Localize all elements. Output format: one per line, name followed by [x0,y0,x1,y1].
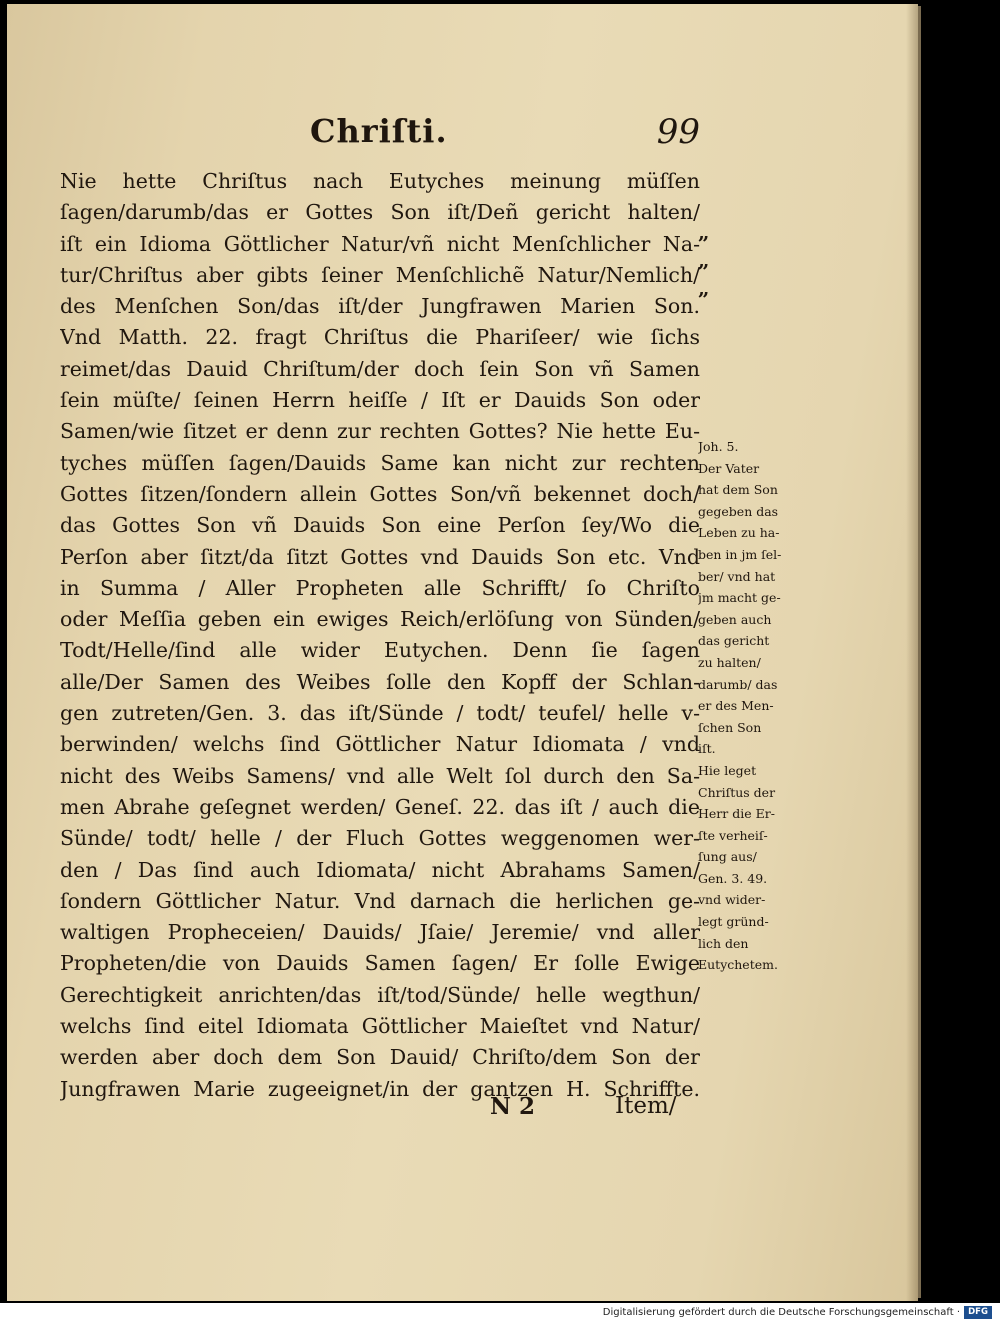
text-line: Gerechtigkeit anrichten/das iſt/tod/Sünde/ helle wegthun/ [60,982,700,1007]
text-line: Gottes ſitzen/ſondern allein Gottes Son/vñ bekennet doch/ [60,481,700,506]
marginal-note-line: ber/ vnd hat [698,568,776,584]
text-line: iſt ein Idioma Göttlicher Natur/vñ nicht Menſchlicher Na- [60,231,700,256]
page-number: 99 [656,112,700,152]
marginal-note-line: lich den [698,935,749,951]
text-line: Todt/Helle/ſind alle wider Eutychen. Denn ſie ſagen [60,638,700,663]
text-line: oder Meſſia geben ein ewiges Reich/erlöſung von Sünden/ [60,607,700,632]
marginal-note-line: Chriſtus der [698,784,776,800]
marginal-note-line: ſchen Son [698,719,762,735]
marginal-note-line: Joh. 5. [698,439,739,454]
page-edge [918,0,1000,1303]
next-page-sliver [918,6,921,1298]
credit-bar [0,1303,1000,1323]
marginal-note-line: Herr die Er- [698,806,775,822]
marginal-note-line: Leben zu ha- [698,525,780,541]
marginal-note-line: das gericht [698,633,770,649]
text-line: ſein müſte/ ſeinen Herrn heiſſe / Iſt er Dauids Son oder [60,388,700,413]
funding-credit: Digitalisierung gefördert durch die Deutsche Forschungsgemeinschaft · [602,1307,960,1318]
marginal-note-line: Der Vater [698,460,760,476]
marginal-note-line: hat dem Son [698,482,778,498]
text-line: Sünde/ todt/ helle / der Fluch Gottes weggenomen wer- [60,826,700,851]
text-line: Perſon aber ſitzt/da ſitzt Gottes vnd Dauids Son etc. Vnd [60,544,700,569]
text-line: Vnd Matth. 22. fragt Chriſtus die Phariſeer/ wie ſichs [60,325,700,350]
text-line: waltigen Propheceien/ Dauids/ Jſaie/ Jeremie/ vnd aller [60,920,700,945]
marginal-notes [698,436,822,976]
text-line: ſondern Göttlicher Natur. Vnd darnach die herlichen ge- [60,888,700,913]
quote-mark: „ [698,248,710,272]
marginal-note-line: gegeben das [698,503,779,519]
marginal-note-line: er des Men- [698,698,774,714]
text-line: welchs ſind eitel Idiomata Göttlicher Maieſtet vnd Natur/ [60,1014,700,1039]
text-line: alle/Der Samen des Weibes ſolle den Kopff der Schlan- [60,669,700,694]
quote-mark: „ [698,220,710,244]
dfg-logo: DFG [964,1306,992,1319]
text-line: Jungfrawen Marie zugeeignet/in der gantzen H. Schriffte. [60,1076,700,1101]
text-line: in Summa / Aller Propheten alle Schrifft/ ſo Chriſto [60,575,700,600]
text-line: des Menſchen Son/das iſt/der Jungfrawen Marien Son. [60,294,700,319]
marginal-note-line: jm macht ge- [698,590,781,606]
marginal-note-line: Hie leget [698,762,757,778]
main-text-block [60,166,700,1105]
text-line: Samen/wie ſitzet er denn zur rechten Gottes? Nie hette Eu- [60,419,700,444]
marginal-note-line: iſt. [698,741,716,757]
text-line: tur/Chriſtus aber gibts ſeiner Menſchlichẽ Natur/Nemlich/ [60,262,700,287]
marginal-note-line: ben in jm ſel- [698,546,782,562]
text-line: das Gottes Son vñ Dauids Son eine Perſon ſey/Wo die [60,513,700,538]
running-title: Chriſti. [310,112,448,150]
text-line: reimet/das Dauid Chriſtum/der doch ſein Son vñ Samen [60,356,700,381]
text-line: werden aber doch dem Son Dauid/ Chriſto/dem Son der [60,1045,700,1070]
marginal-note-line: darumb/ das [698,676,778,692]
text-line: tyches müſſen ſagen/Dauids Same kan nicht zur rechten [60,450,700,475]
text-line: ſagen/darumb/das er Gottes Son iſt/Deñ gericht halten/ [60,200,700,225]
marginal-note-line: ſung aus/ [698,849,757,865]
marginal-note-line: Gen. 3. 49. [698,870,768,886]
marginal-note-line: ſte verheiſ- [698,827,768,843]
marginal-note-line: vnd wider- [698,892,766,908]
text-line: gen zutreten/Gen. 3. das iſt/Sünde / todt/ teufel/ helle v- [60,701,700,726]
marginal-note-line: Eutychetem. [698,957,778,973]
running-head [60,112,700,158]
marginal-note-line: zu halten/ [698,654,761,670]
catchword: Item/ [615,1093,677,1119]
text-line: den / Das ſind auch Idiomata/ nicht Abrahams Samen/ [60,857,700,882]
page-footer [60,1093,700,1133]
quotation-marks-column [698,218,738,302]
text-line: men Abrahe geſegnet werden/ Geneſ. 22. das iſt / auch die [60,794,700,819]
text-line: nicht des Weibs Samens/ vnd alle Welt ſol durch den Sa- [60,763,700,788]
marginal-note-line: geben auch [698,611,772,627]
text-line: Propheten/die von Dauids Samen ſagen/ Er ſolle Ewige [60,951,700,976]
quote-mark: „ [698,276,710,300]
text-line: Nie hette Chriſtus nach Eutyches meinung müſſen [60,169,700,193]
marginal-note-line: legt gründ- [698,914,769,930]
text-line: berwinden/ welchs ſind Göttlicher Natur Idiomata / vnd [60,732,700,757]
signature-mark: N 2 [490,1093,536,1120]
